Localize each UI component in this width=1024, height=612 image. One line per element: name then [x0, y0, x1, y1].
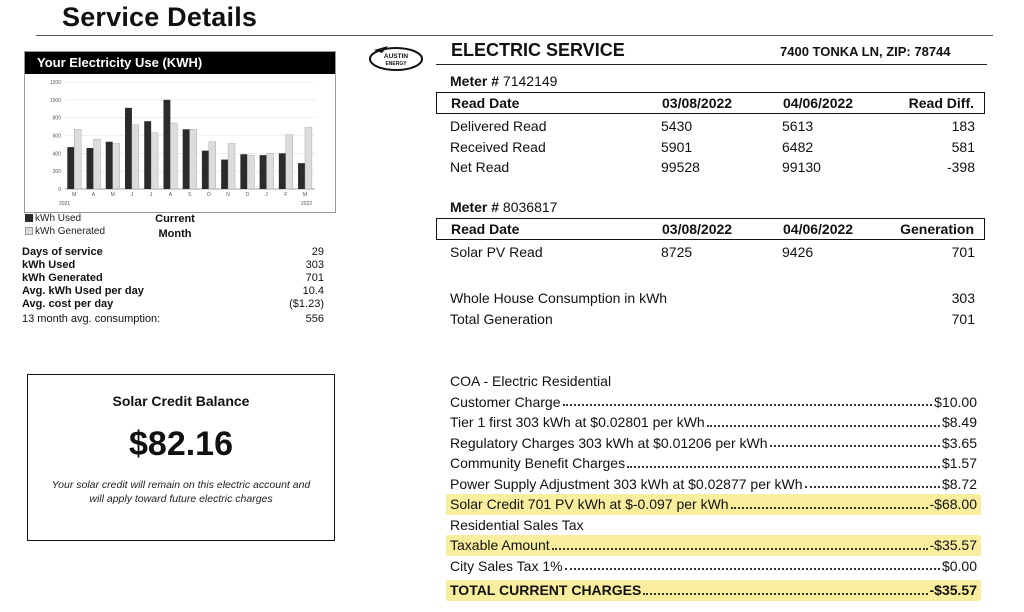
x-tick-label: A — [91, 192, 96, 198]
charge-amount: $8.49 — [941, 414, 977, 430]
y-tick-label: 400 — [52, 151, 61, 158]
charge-row — [450, 453, 977, 474]
charge-label: Power Supply Adjustment 303 kWh at $0.02877 per kWh — [450, 475, 803, 492]
header-cell: 04/06/2022 — [783, 95, 854, 111]
charge-label: Regulatory Charges 303 kWh at $0.01206 per kWh — [450, 434, 768, 451]
charge-label: Community Benefit Charges — [450, 455, 626, 471]
leader-dots — [643, 580, 927, 595]
x-tick-label: J — [130, 192, 134, 198]
x-tick-label: M — [110, 192, 115, 198]
table-cell: Solar PV Read — [450, 244, 543, 260]
stat-row — [22, 285, 324, 298]
tax-heading — [450, 515, 977, 536]
x-tick-label: M — [72, 192, 77, 198]
header-cell: 04/06/2022 — [783, 221, 854, 237]
consumption-value: 701 — [951, 311, 975, 327]
charge-row — [450, 433, 977, 454]
header-cell: Read Diff. — [908, 95, 974, 111]
header-cell: 03/08/2022 — [662, 221, 733, 237]
charge-row — [450, 412, 977, 433]
usage-stats — [22, 246, 324, 326]
year-end-label: 2022 — [301, 201, 313, 207]
bar-kwh-used — [87, 148, 94, 189]
table-cell: Net Read — [450, 159, 510, 175]
meter-2-label — [450, 199, 557, 215]
stat-value: 701 — [305, 272, 324, 284]
bar-kwh-generated — [267, 153, 274, 189]
bar-kwh-generated — [286, 135, 293, 189]
bar-kwh-used — [279, 153, 286, 189]
table-cell: 8725 — [661, 244, 693, 260]
meter-1-label — [450, 73, 557, 89]
bar-kwh-generated — [170, 123, 177, 189]
y-tick-label: 1200 — [49, 80, 61, 86]
title-divider — [36, 35, 993, 36]
bar-kwh-used — [202, 151, 209, 189]
current-month-label — [150, 212, 200, 241]
stat-value: 303 — [305, 259, 324, 271]
table-cell: 6482 — [782, 139, 814, 155]
month-label: Month — [158, 228, 192, 240]
usage-bar-chart — [25, 74, 335, 212]
charge-label: Tier 1 first 303 kWh at $0.02801 per kWh — [450, 414, 705, 430]
stat-label: kWh Used — [22, 259, 76, 271]
chart-title: Your Electricity Use (KWH) — [25, 52, 335, 74]
x-tick-label: N — [226, 192, 230, 198]
charge-amount: $10.00 — [934, 393, 977, 410]
leader-dots — [707, 412, 940, 427]
stat-label: Days of service — [22, 246, 103, 258]
stat-label: Avg. kWh Used per day — [22, 285, 144, 297]
charge-row — [450, 392, 977, 413]
tax-amount: $0.00 — [941, 557, 977, 574]
bar-kwh-generated — [113, 144, 120, 189]
x-tick-label: F — [284, 192, 288, 198]
year-start-label: 2021 — [59, 201, 71, 207]
taxable-amount-row — [446, 535, 981, 556]
bar-kwh-generated — [228, 144, 235, 189]
table-cell: Received Read — [450, 139, 546, 155]
total-amount: -$35.57 — [929, 582, 977, 598]
bar-kwh-used — [144, 121, 151, 189]
total-charges-row — [446, 580, 981, 601]
leader-dots — [770, 433, 940, 448]
leader-dots — [552, 535, 928, 550]
header-cell: Read Date — [451, 95, 520, 111]
solar-credit-box — [27, 374, 335, 541]
avg-consumption-label: 13 month avg. consumption: — [22, 313, 161, 325]
meter-label: Meter # — [450, 199, 500, 215]
y-tick-label: 800 — [52, 115, 61, 122]
bar-kwh-generated — [132, 125, 139, 189]
bar-kwh-used — [260, 155, 267, 189]
x-tick-label: J — [149, 192, 153, 198]
stat-row — [22, 272, 324, 285]
stat-label: kWh Generated — [22, 272, 103, 284]
solar-credit-charge-row — [446, 494, 981, 515]
current-label: Current — [155, 213, 195, 225]
y-tick-label: 600 — [52, 133, 61, 140]
tax-label: City Sales Tax 1% — [450, 557, 563, 574]
charge-amount: $3.65 — [941, 434, 977, 451]
x-tick-label: S — [187, 192, 192, 198]
total-label: TOTAL CURRENT CHARGES — [450, 582, 642, 598]
table-cell: 99130 — [782, 159, 821, 175]
svg-text:AUSTIN: AUSTIN — [383, 53, 409, 60]
service-address: 7400 TONKA LN, ZIP: 78744 — [780, 44, 951, 59]
consumption-value: 303 — [951, 290, 975, 306]
solar-credit-amount: $82.16 — [129, 425, 233, 463]
stat-row — [22, 259, 324, 272]
bar-kwh-generated — [74, 129, 81, 189]
charge-amount: $1.57 — [941, 455, 977, 471]
charge-amount: $8.72 — [941, 475, 977, 492]
table-cell: 5901 — [661, 139, 693, 155]
table-cell: 99528 — [661, 159, 700, 175]
bar-kwh-generated — [190, 129, 197, 189]
header-divider — [436, 64, 987, 65]
table-cell: 5430 — [661, 118, 693, 134]
stat-row — [22, 246, 324, 259]
tax-label: Taxable Amount — [450, 537, 550, 553]
bar-kwh-generated — [93, 139, 100, 189]
bar-kwh-generated — [151, 133, 158, 189]
bar-kwh-used — [163, 100, 170, 189]
header-cell: Generation — [900, 221, 974, 237]
header-cell: 03/08/2022 — [662, 95, 733, 111]
table-row — [436, 137, 985, 157]
legend-used — [25, 213, 81, 224]
legend-generated-label: kWh Generated — [35, 226, 106, 237]
consumption-label: Total Generation — [450, 311, 553, 327]
legend-generated-swatch — [25, 227, 33, 235]
charge-label: Customer Charge — [450, 393, 561, 410]
legend-used-swatch — [25, 214, 33, 222]
avg-consumption-value: 556 — [305, 313, 324, 325]
table-row — [436, 116, 985, 136]
y-tick-label: 0 — [58, 187, 61, 193]
stat-row — [22, 298, 324, 311]
x-tick-label: O — [206, 192, 211, 198]
legend-used-label: kWh Used — [35, 213, 82, 224]
table-cell: 701 — [951, 244, 975, 260]
page-title: Service Details — [62, 2, 258, 32]
table-cell: 183 — [951, 118, 975, 134]
leader-dots — [565, 556, 940, 571]
y-tick-label: 200 — [52, 169, 61, 176]
x-tick-label: M — [302, 192, 308, 198]
leader-dots — [563, 392, 933, 407]
bar-kwh-generated — [247, 155, 254, 189]
x-tick-label: A — [168, 192, 173, 198]
meter-1-header — [436, 92, 985, 114]
table-cell: -398 — [946, 159, 975, 175]
bar-kwh-used — [67, 147, 74, 189]
header-cell: Read Date — [451, 221, 520, 237]
austin-energy-logo — [368, 44, 424, 74]
bar-kwh-used — [125, 108, 132, 189]
leader-dots — [805, 474, 940, 489]
meter-number: 8036817 — [502, 199, 558, 215]
stat-value: 10.4 — [302, 285, 324, 297]
charge-amount: -$68.00 — [929, 496, 977, 512]
table-row — [436, 242, 985, 262]
bar-kwh-generated — [305, 127, 312, 189]
solar-credit-note-line: Your solar credit will remain on this electric account and — [51, 479, 311, 491]
bar-kwh-used — [298, 163, 305, 189]
charge-row — [450, 474, 977, 495]
legend-generated — [25, 226, 105, 237]
leader-dots — [731, 494, 928, 509]
bar-kwh-used — [183, 129, 190, 189]
meter-number: 7142149 — [502, 73, 558, 89]
meter-2-header — [436, 218, 985, 240]
table-row — [436, 157, 985, 177]
tax-heading-text: Residential Sales Tax — [450, 516, 584, 533]
table-cell: 581 — [951, 139, 975, 155]
bar-kwh-used — [106, 142, 113, 189]
consumption-label: Whole House Consumption in kWh — [450, 290, 668, 306]
solar-credit-title: Solar Credit Balance — [112, 393, 250, 409]
x-tick-label: D — [245, 192, 250, 198]
electric-service-title: ELECTRIC SERVICE — [451, 40, 625, 60]
avg-consumption-row — [22, 313, 324, 326]
y-tick-label: 1000 — [49, 97, 61, 104]
meter-label: Meter # — [450, 73, 500, 89]
stat-value: ($1.23) — [289, 298, 324, 310]
svg-text:ENERGY: ENERGY — [385, 61, 407, 67]
table-cell: Delivered Read — [450, 118, 547, 134]
charges-heading — [450, 371, 977, 392]
solar-credit-note-line: will apply toward future electric charges — [89, 493, 273, 505]
tax-row — [450, 556, 977, 577]
x-tick-label: J — [265, 192, 268, 198]
bar-kwh-generated — [209, 142, 216, 189]
consumption-row — [436, 288, 985, 308]
stat-label: Avg. cost per day — [22, 298, 114, 310]
charges-list — [450, 371, 977, 601]
consumption-row — [436, 309, 985, 329]
charge-label: Solar Credit 701 PV kWh at $-0.097 per kWh — [450, 496, 729, 512]
charges-heading-text: COA - Electric Residential — [450, 373, 612, 389]
usage-chart-panel — [24, 51, 336, 213]
stat-value: 29 — [311, 246, 324, 258]
table-cell: 9426 — [782, 244, 814, 260]
bar-kwh-used — [221, 160, 228, 189]
solar-credit-note — [28, 478, 334, 506]
table-cell: 5613 — [782, 118, 814, 134]
leader-dots — [627, 453, 940, 468]
bar-kwh-used — [240, 154, 247, 189]
tax-amount: -$35.57 — [929, 537, 977, 553]
